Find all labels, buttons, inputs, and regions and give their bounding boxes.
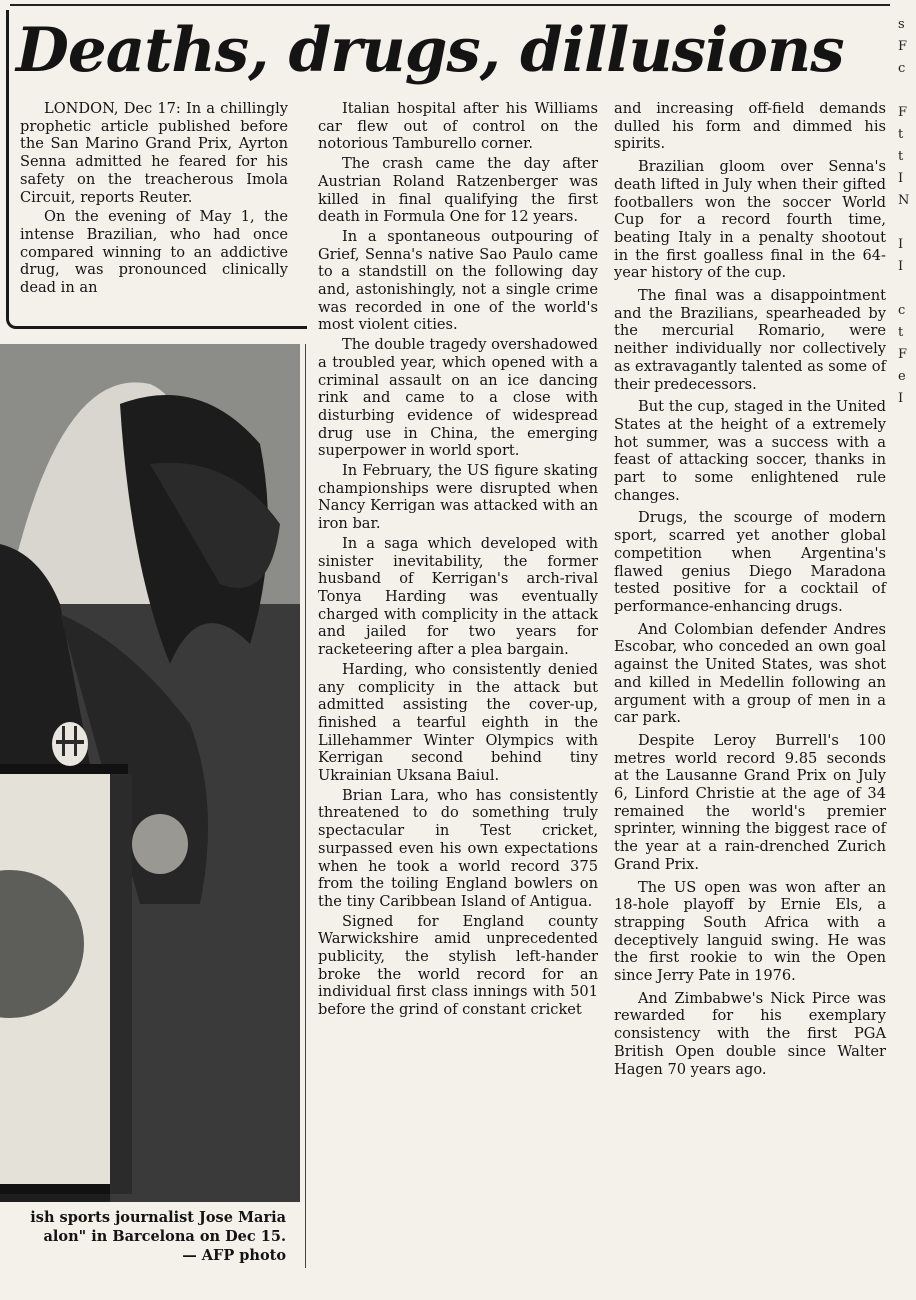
paragraph: In February, the US figure skating championships were disrupted when Nancy Kerrigan was attacked with an iron bar.: [318, 462, 598, 533]
caption-line: ish sports journalist Jose Maria: [30, 1209, 286, 1226]
edge-letter: F: [898, 347, 908, 362]
photo-illustration: [0, 344, 300, 1202]
adjacent-column-fragment: [898, 14, 916, 410]
photo-credit: — AFP photo: [182, 1247, 286, 1264]
news-photo: [0, 344, 300, 1202]
column-rule: [305, 344, 306, 1268]
paragraph: The crash came the day after Austrian Roland Ratzenberger was killed in final qualifying the first death in Formula One for 12 years.: [318, 155, 598, 226]
paragraph: Signed for England county Warwickshire amid unprecedented publicity, the stylish left-hander broke the world record for an individual first class innings with 501 before the grind of constant cricket: [318, 912, 598, 1019]
top-border: [10, 0, 890, 6]
edge-letter: t: [898, 127, 904, 142]
paragraph: Harding, who consistently denied any complicity in the attack but admitted assisting the cover-up, finished a tearful eighth in the Lillehammer Winter Olympics with Kerrigan second behind tiny Ukrainian Uksana Baiul.: [318, 660, 598, 785]
paragraph: Drugs, the scourge of modern sport, scarred yet another global competition when Argentina's flawed genius Diego Maradona tested positive for a cocktail of performance-enhancing drugs.: [614, 509, 886, 615]
headline: Deaths, drugs, dillusions: [16, 15, 844, 86]
edge-letter: t: [898, 325, 904, 340]
edge-letter: c: [898, 303, 906, 318]
paragraph: Brian Lara, who has consistently threatened to do something truly spectacular in Test cricket, surpassed even his own expectations when he took a world record 375 from the toiling England bowlers on the tiny Caribbean Island of Antigua.: [318, 786, 598, 910]
article-column-2: [318, 100, 598, 1019]
edge-letter: e: [898, 369, 906, 384]
paragraph: Despite Leroy Burrell's 100 metres world record 9.85 seconds at the Lausanne Grand Prix on July 6, Linford Christie at the age of 34 remained the world's premier sprinter, winning the biggest race of the year at a rain-drenched Zurich Grand Prix.: [614, 731, 886, 873]
paragraph: In a saga which developed with sinister inevitability, the former husband of Kerrigan's arch-rival Tonya Harding was eventually charged with complicity in the attack and jailed for two years for racketeering after a plea bargain.: [318, 534, 598, 659]
edge-letter: t: [898, 149, 904, 164]
paragraph: In a spontaneous outpouring of Grief, Senna's native Sao Paulo came to a standstill on the following day and, astonishingly, not a single crime was recorded in one of the world's most violent cities.: [318, 227, 598, 334]
edge-letter: F: [898, 105, 908, 120]
paragraph: And Zimbabwe's Nick Pirce was rewarded for his exemplary consistency with the first PGA British Open double since Walter Hagen 70 years ago.: [614, 989, 886, 1078]
edge-letter: N: [898, 193, 910, 208]
edge-letter: I: [898, 391, 904, 406]
edge-letter: I: [898, 237, 904, 252]
paragraph: The final was a disappointment and the Brazilians, spearheaded by the mercurial Romario, were neither individually nor collectively as extravagantly talented as some of their predecessors.: [614, 287, 886, 393]
article-column-3: [614, 100, 886, 1078]
edge-letter: [898, 80, 916, 102]
edge-letter: c: [898, 61, 906, 76]
paragraph: And Colombian defender Andres Escobar, who conceded an own goal against the United States, was shot and killed in Medellin following an argument with a group of men in a car park.: [614, 620, 886, 727]
edge-letter: I: [898, 171, 904, 186]
paragraph: But the cup, staged in the United States at the height of a extremely hot summer, was a success with a feast of attacking soccer, thanks in part to some enlightened rule changes.: [614, 398, 886, 504]
photo-caption: [0, 1208, 286, 1265]
paragraph: The US open was won after an 18-hole playoff by Ernie Els, a strapping South Africa with a deceptively languid swing. He was the first rookie to win the Open since Jerry Pate in 1976.: [614, 878, 886, 985]
paragraph: Brazilian gloom over Senna's death lifted in July when their gifted footballers won the soccer World Cup for a record fourth time, beating Italy in a penalty shootout in the first goalless final in the 64-year history of the cup.: [614, 158, 886, 282]
paragraph: LONDON, Dec 17: In a chillingly prophetic article published before the San Marino Grand Prix, Ayrton Senna admitted he feared for his safety on the treacherous Imola Circuit, reports Reuter.: [20, 100, 288, 206]
edge-letter: s: [898, 17, 905, 32]
article-column-1: [20, 100, 288, 297]
paragraph: On the evening of May 1, the intense Brazilian, who had once compared winning to an addictive drug, was pronounced clinically dead in an: [20, 208, 288, 297]
edge-letter: [898, 212, 916, 234]
edge-letter: F: [898, 39, 908, 54]
paragraph: and increasing off-field demands dulled his form and dimmed his spirits.: [614, 100, 886, 153]
paragraph: The double tragedy overshadowed a troubled year, which opened with a criminal assault on an ice dancing rink and came to a close with disturbing evidence of widespread drug use in China, the emerging superpower in world sport.: [318, 336, 598, 460]
paragraph: Italian hospital after his Williams car flew out of control on the notorious Tamburello corner.: [318, 100, 598, 153]
caption-line: alon" in Barcelona on Dec 15.: [43, 1228, 286, 1245]
edge-letter: [898, 278, 916, 300]
edge-letter: I: [898, 259, 904, 274]
